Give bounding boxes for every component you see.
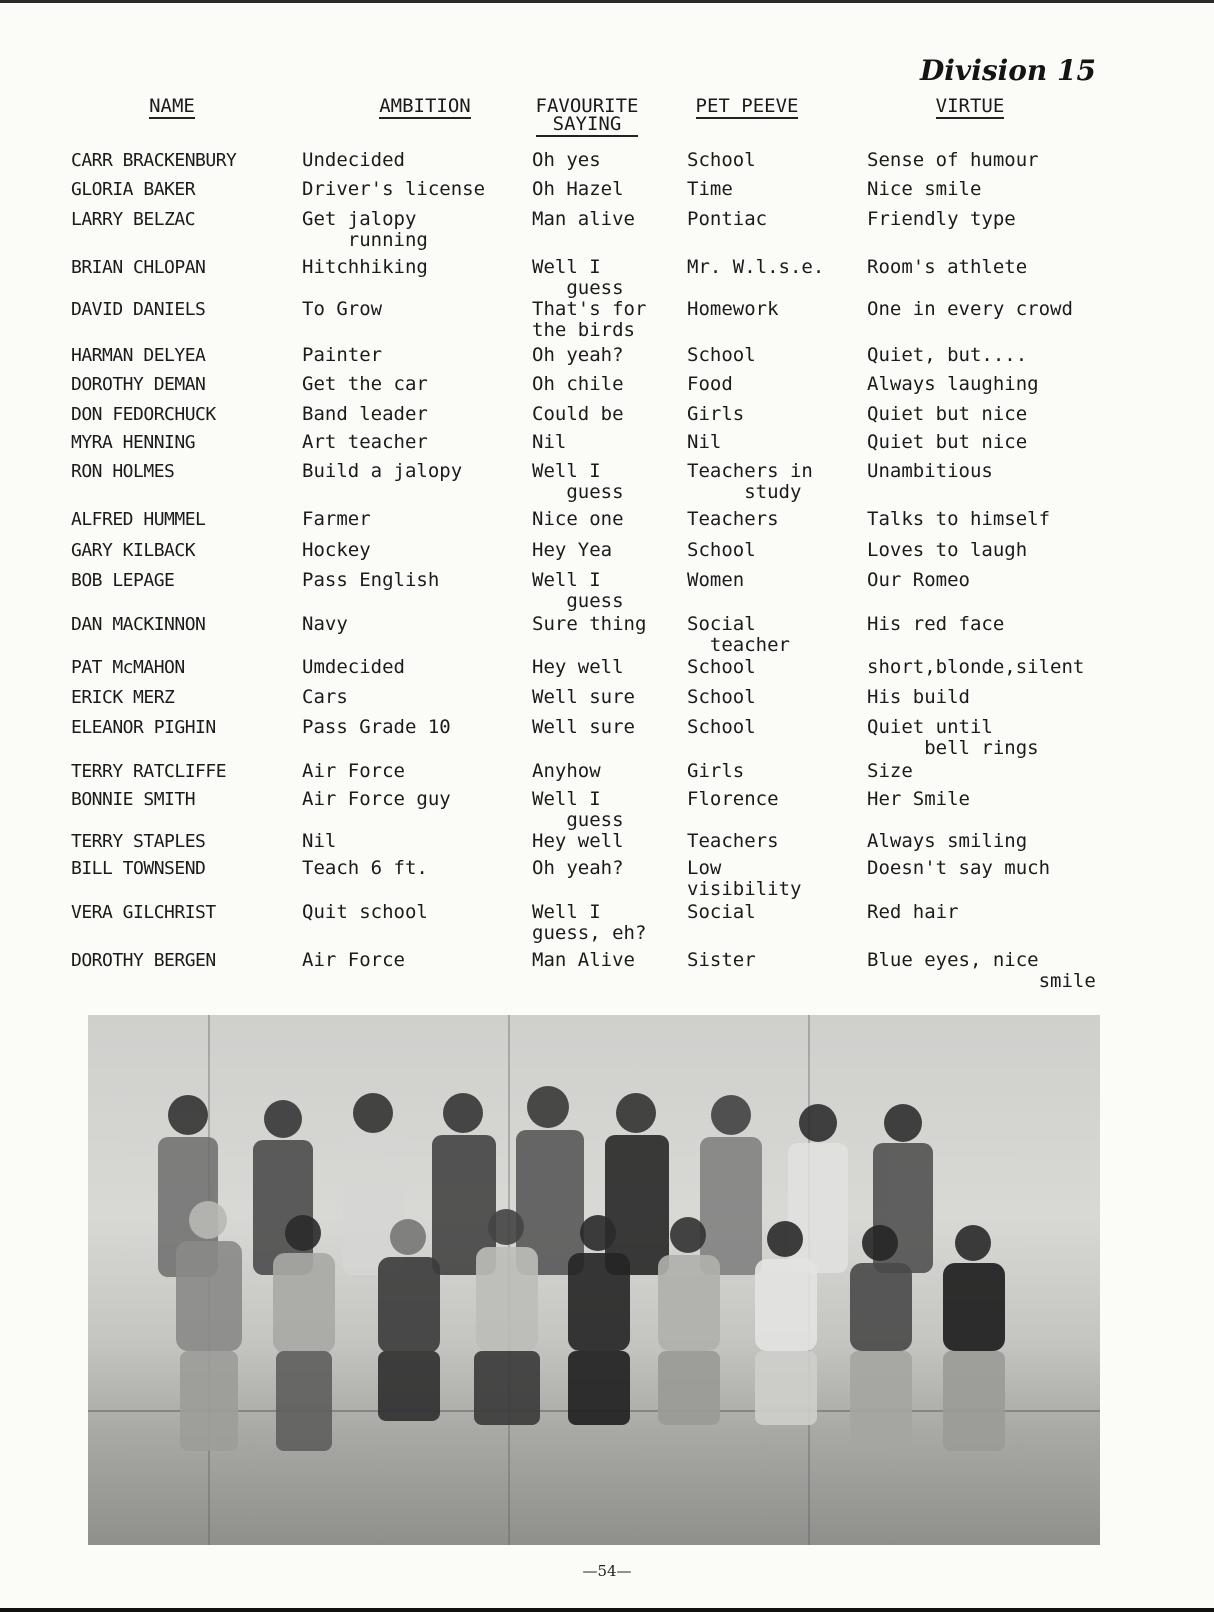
- favourite-saying: Well I guess: [532, 256, 624, 299]
- header-ambition: AMBITION: [379, 95, 471, 117]
- student-name: HARMAN DELYEA: [71, 345, 206, 366]
- student-name: VERA GILCHRIST: [71, 902, 216, 923]
- student-name: DOROTHY DEMAN: [71, 374, 206, 395]
- favourite-saying: Hey Yea: [532, 539, 613, 561]
- student-name: RON HOLMES: [71, 461, 175, 482]
- student-name: TERRY RATCLIFFE: [71, 761, 227, 782]
- virtue: Our Romeo: [867, 569, 970, 591]
- pet-peeve: Mr. W.l.s.e.: [687, 256, 825, 278]
- virtue: Always laughing: [867, 373, 1039, 395]
- favourite-saying: Sure thing: [532, 613, 647, 635]
- virtue: Blue eyes, nice smile: [867, 949, 1096, 992]
- bottom-border: [0, 1608, 1214, 1612]
- student-name: ERICK MERZ: [71, 687, 175, 708]
- virtue: Friendly type: [867, 208, 1016, 230]
- virtue: Nice smile: [867, 178, 982, 200]
- header-pet-peeve: PET PEEVE: [695, 95, 799, 117]
- ambition: Nil: [302, 830, 337, 852]
- virtue: His build: [867, 686, 970, 708]
- pet-peeve: Teachers: [687, 508, 779, 530]
- favourite-saying: Hey well: [532, 656, 624, 678]
- ambition: Driver's license: [302, 178, 486, 200]
- division-title: Division 15: [920, 54, 1096, 87]
- pet-peeve: Nil: [687, 431, 722, 453]
- pet-peeve: Sister: [687, 949, 756, 971]
- student-name: CARR BRACKENBURY: [71, 150, 237, 171]
- virtue: Red hair: [867, 901, 959, 923]
- standing-student-6: [605, 1093, 669, 1275]
- student-name: BRIAN CHLOPAN: [71, 257, 206, 278]
- favourite-saying: Well I guess, eh?: [532, 901, 647, 944]
- class-photo-silhouettes: [88, 1015, 1100, 1545]
- pet-peeve: Social teacher: [687, 613, 790, 656]
- favourite-saying: Oh chile: [532, 373, 624, 395]
- ambition: Air Force guy: [302, 788, 451, 810]
- pet-peeve: Homework: [687, 298, 779, 320]
- pet-peeve: School: [687, 686, 756, 708]
- favourite-saying: Nice one: [532, 508, 624, 530]
- ambition: Quit school: [302, 901, 428, 923]
- pet-peeve: Time: [687, 178, 733, 200]
- student-name: BILL TOWNSEND: [71, 858, 206, 879]
- favourite-saying: Oh yeah?: [532, 344, 624, 366]
- table-row: [0, 789, 1214, 829]
- pet-peeve: Food: [687, 373, 733, 395]
- favourite-saying: Well sure: [532, 686, 635, 708]
- pet-peeve: School: [687, 344, 756, 366]
- student-name: DOROTHY BERGEN: [71, 950, 216, 971]
- favourite-saying: Man Alive: [532, 949, 635, 971]
- ambition: Navy: [302, 613, 348, 635]
- virtue: Always smiling: [867, 830, 1028, 852]
- student-name: DAVID DANIELS: [71, 299, 206, 320]
- student-name: BOB LEPAGE: [71, 570, 175, 591]
- favourite-saying: Oh yes: [532, 149, 601, 171]
- ambition: To Grow: [302, 298, 383, 320]
- student-name: BONNIE SMITH: [71, 789, 196, 810]
- student-name: LARRY BELZAC: [71, 209, 196, 230]
- student-name: PAT McMAHON: [71, 657, 185, 678]
- ambition: Art teacher: [302, 431, 428, 453]
- favourite-saying: Could be: [532, 403, 624, 425]
- table-row: [0, 717, 1214, 757]
- pet-peeve: School: [687, 716, 756, 738]
- class-photo: [88, 1015, 1100, 1545]
- virtue: Doesn't say much: [867, 857, 1051, 879]
- student-name: ALFRED HUMMEL: [71, 509, 206, 530]
- seated-student-9: [943, 1225, 1005, 1451]
- student-name: MYRA HENNING: [71, 432, 196, 453]
- header-name: NAME: [149, 95, 195, 117]
- pet-peeve: Teachers: [687, 830, 779, 852]
- virtue: Quiet but nice: [867, 431, 1028, 453]
- pet-peeve: Girls: [687, 760, 745, 782]
- virtue: Size: [867, 760, 913, 782]
- ambition: Get jalopy running: [302, 208, 428, 251]
- ambition: Undecided: [302, 149, 405, 171]
- student-name: TERRY STAPLES: [71, 831, 206, 852]
- ambition: Hockey: [302, 539, 371, 561]
- table-row: [0, 570, 1214, 610]
- pet-peeve: Women: [687, 569, 745, 591]
- virtue: Room's athlete: [867, 256, 1028, 278]
- ambition: Farmer: [302, 508, 371, 530]
- favourite-saying: Well I guess: [532, 569, 624, 612]
- table-row: [0, 858, 1214, 898]
- table-row: [0, 461, 1214, 501]
- favourite-saying: Hey well: [532, 830, 624, 852]
- virtue: Quiet until bell rings: [867, 716, 1039, 759]
- favourite-saying: Oh yeah?: [532, 857, 624, 879]
- student-name: DON FEDORCHUCK: [71, 404, 216, 425]
- virtue: Unambitious: [867, 460, 993, 482]
- ambition: Painter: [302, 344, 383, 366]
- pet-peeve: Girls: [687, 403, 745, 425]
- pet-peeve: School: [687, 656, 756, 678]
- pet-peeve: Teachers in study: [687, 460, 813, 503]
- pet-peeve: Florence: [687, 788, 779, 810]
- student-name: GARY KILBACK: [71, 540, 196, 561]
- ambition: Air Force: [302, 760, 405, 782]
- ambition: Air Force: [302, 949, 405, 971]
- favourite-saying: Well I guess: [532, 460, 624, 503]
- table-row: [0, 299, 1214, 339]
- pet-peeve: Social: [687, 901, 756, 923]
- table-row: [0, 614, 1214, 654]
- header-favourite-saying: FAVOURITE SAYING: [535, 95, 639, 135]
- ambition: Cars: [302, 686, 348, 708]
- favourite-saying: Well sure: [532, 716, 635, 738]
- virtue: Loves to laugh: [867, 539, 1028, 561]
- favourite-saying: Well I guess: [532, 788, 624, 831]
- virtue: One in every crowd: [867, 298, 1073, 320]
- virtue: Talks to himself: [867, 508, 1051, 530]
- student-name: DAN MACKINNON: [71, 614, 206, 635]
- table-row: [0, 902, 1214, 942]
- page-number: —54—: [582, 1562, 632, 1580]
- pet-peeve: Low visibility: [687, 857, 802, 900]
- virtue: Quiet but nice: [867, 403, 1028, 425]
- virtue: His red face: [867, 613, 1005, 635]
- standing-student-5: [516, 1086, 584, 1275]
- favourite-saying: Man alive: [532, 208, 635, 230]
- ambition: Get the car: [302, 373, 428, 395]
- pet-peeve: School: [687, 149, 756, 171]
- virtue: Sense of humour: [867, 149, 1039, 171]
- header-virtue: VIRTUE: [935, 95, 1005, 117]
- favourite-saying: Anyhow: [532, 760, 601, 782]
- pet-peeve: Pontiac: [687, 208, 768, 230]
- favourite-saying: Oh Hazel: [532, 178, 624, 200]
- virtue: short,blonde,silent: [867, 656, 1085, 678]
- standing-student-7: [700, 1095, 762, 1275]
- ambition: Pass English: [302, 569, 440, 591]
- virtue: Her Smile: [867, 788, 970, 810]
- ambition: Pass Grade 10: [302, 716, 451, 738]
- ambition: Build a jalopy: [302, 460, 463, 482]
- ambition: Teach 6 ft.: [302, 857, 428, 879]
- table-row: [0, 950, 1214, 990]
- ambition: Band leader: [302, 403, 428, 425]
- virtue: Quiet, but....: [867, 344, 1028, 366]
- student-name: ELEANOR PIGHIN: [71, 717, 216, 738]
- favourite-saying: Nil: [532, 431, 567, 453]
- table-row: [0, 257, 1214, 297]
- table-row: [0, 209, 1214, 249]
- ambition: Hitchhiking: [302, 256, 428, 278]
- ambition: Umdecided: [302, 656, 405, 678]
- student-name: GLORIA BAKER: [71, 179, 196, 200]
- pet-peeve: School: [687, 539, 756, 561]
- favourite-saying: That's for the birds: [532, 298, 647, 341]
